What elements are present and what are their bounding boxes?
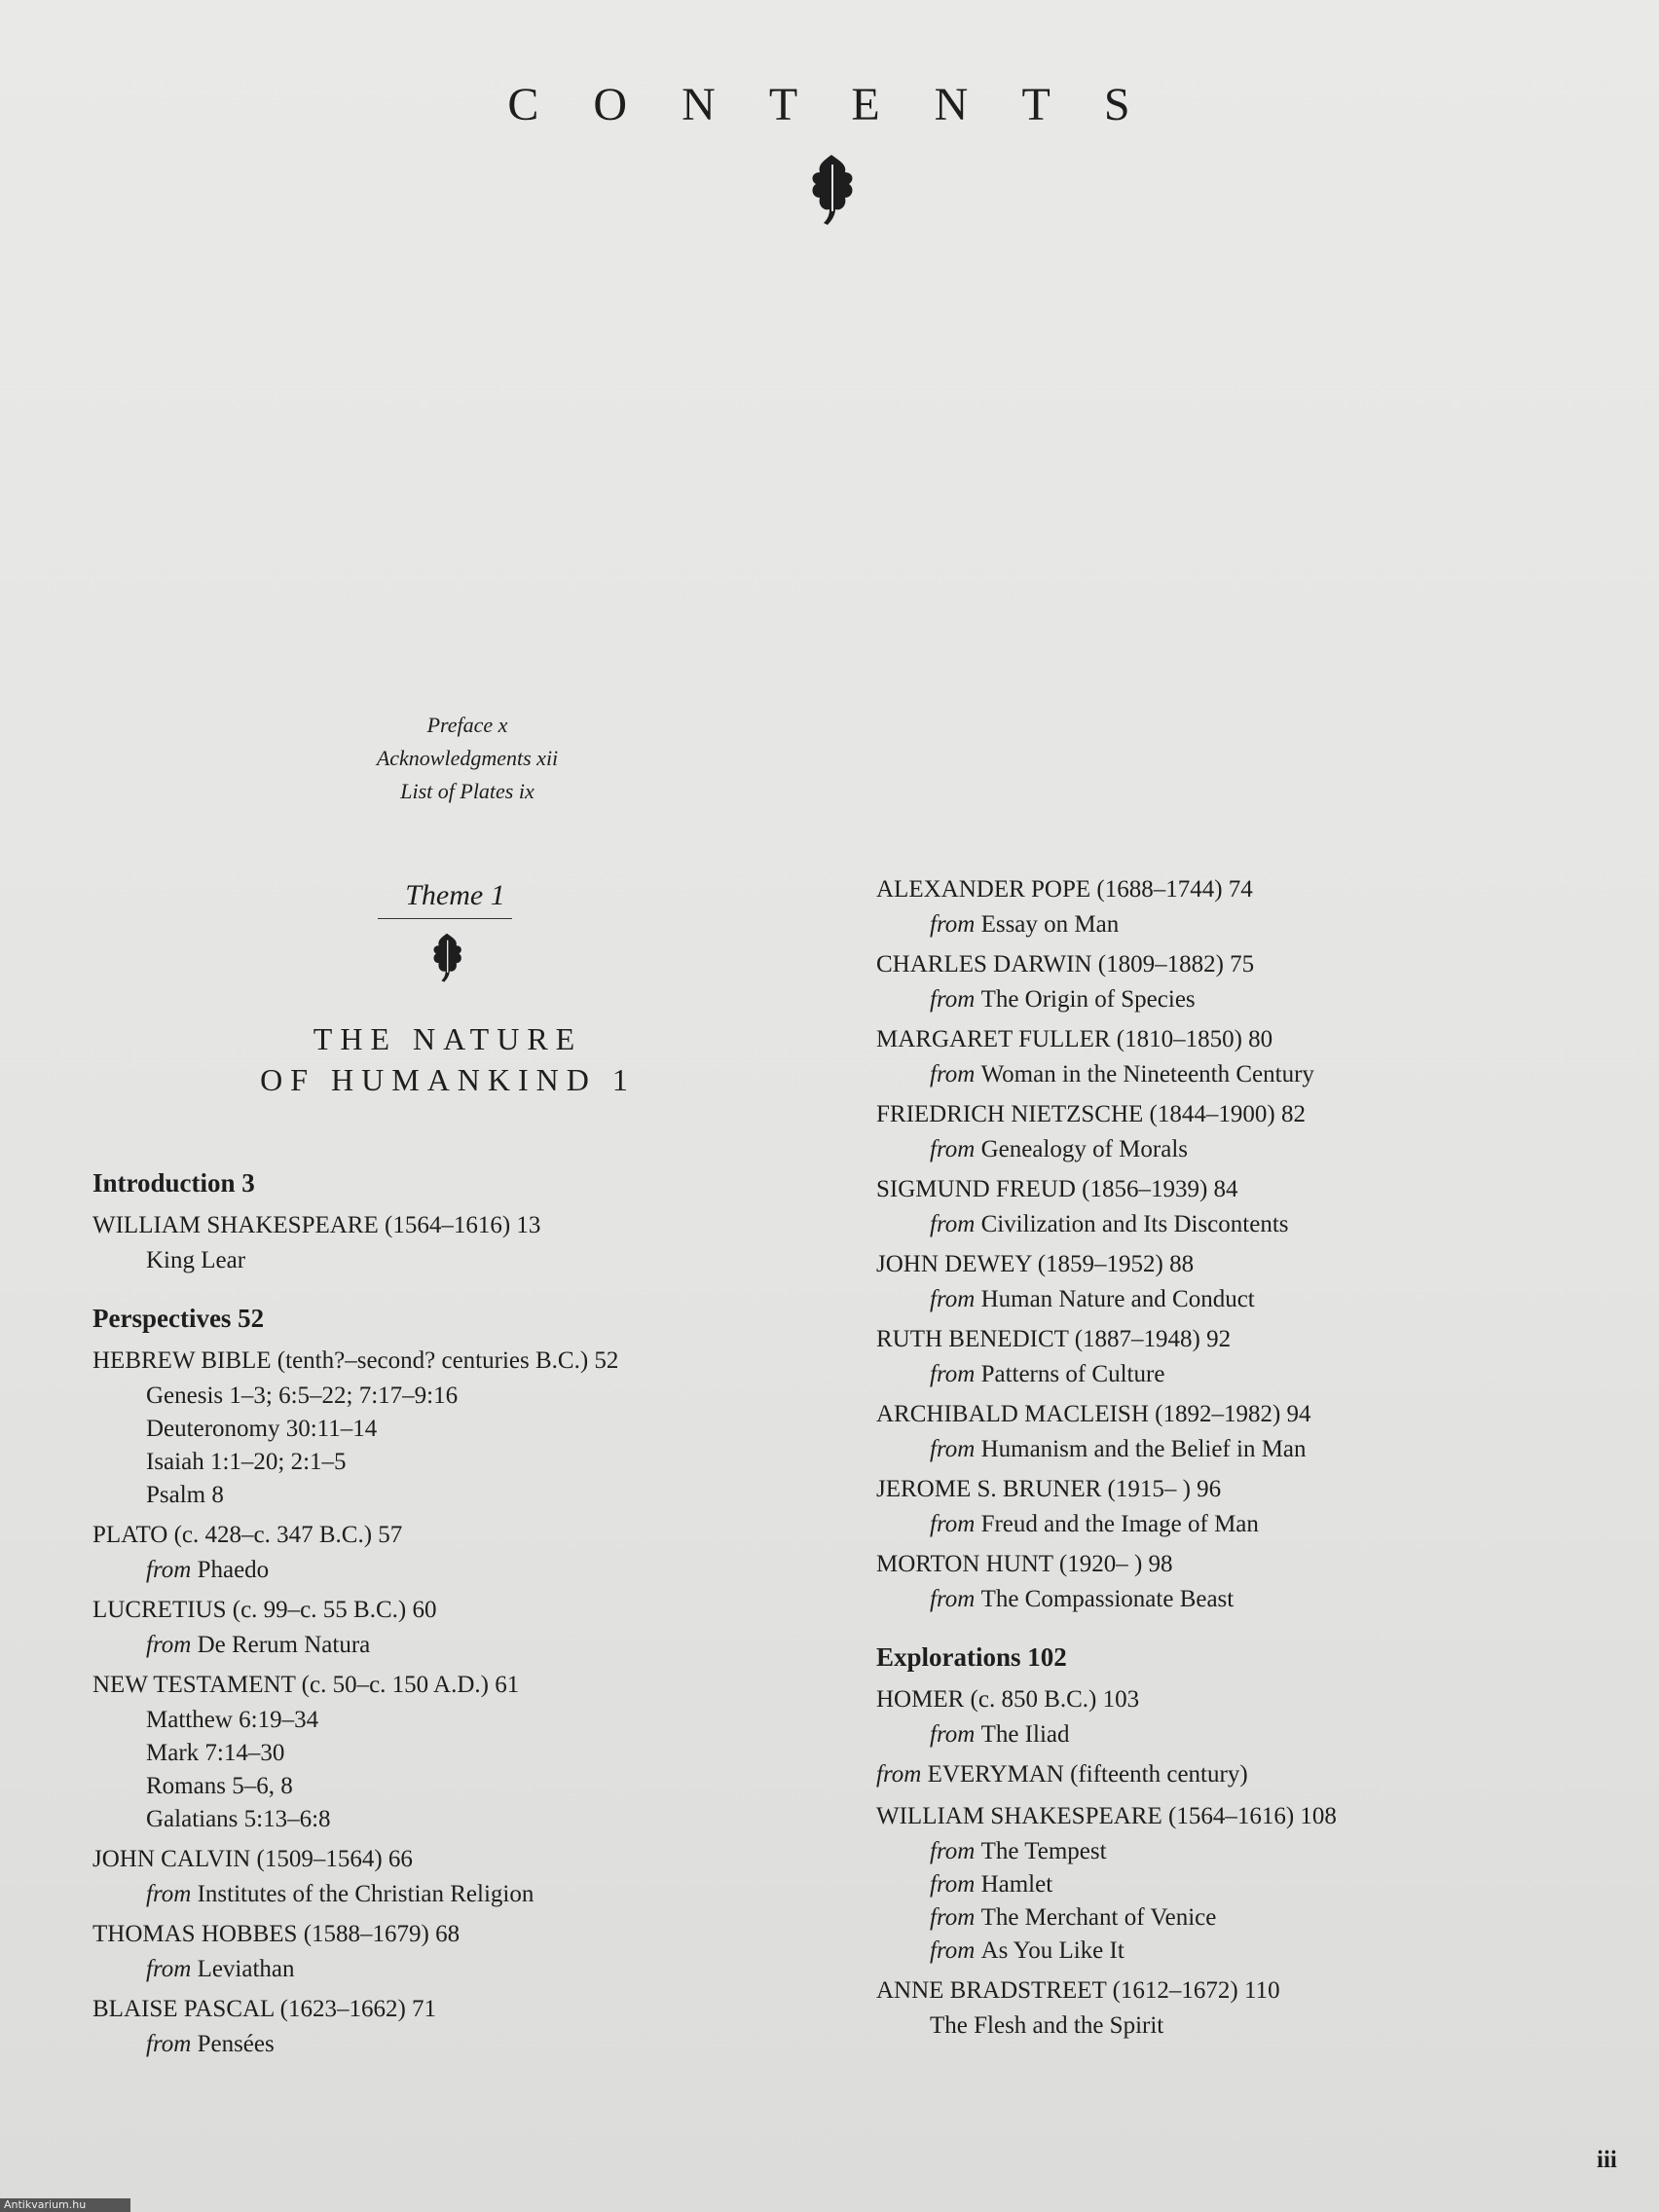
- preface-link[interactable]: Preface x: [426, 713, 508, 737]
- work-entry[interactable]: Romans 5–6, 8: [146, 1773, 293, 1799]
- author-entry[interactable]: LUCRETIUS (c. 99–c. 55 B.C.) 60: [92, 1597, 437, 1623]
- from-label: from: [146, 1956, 198, 1982]
- work-entry[interactable]: [92, 1554, 774, 1587]
- author-entry[interactable]: THOMAS HOBBES (1588–1679) 68: [92, 1921, 461, 1947]
- work-entry[interactable]: Genesis 1–3; 6:5–22; 7:17–9:16: [146, 1382, 459, 1409]
- author-entry[interactable]: FRIEDRICH NIETZSCHE (1844–1900) 82: [876, 1101, 1306, 1127]
- author-entry[interactable]: JEROME S. BRUNER (1915– ) 96: [876, 1476, 1222, 1502]
- work-entry[interactable]: Galatians 5:13–6:8: [146, 1806, 331, 1832]
- author-entry[interactable]: CHARLES DARWIN (1809–1882) 75: [876, 951, 1255, 977]
- work-entry[interactable]: [876, 1835, 1616, 1868]
- section-heading[interactable]: Explorations 102: [876, 1642, 1067, 1672]
- from-label: from: [146, 1557, 198, 1583]
- work-title: The Merchant of Venice: [980, 1904, 1217, 1931]
- author-entry[interactable]: [876, 1755, 1616, 1793]
- author-entry[interactable]: NEW TESTAMENT (c. 50–c. 150 A.D.) 61: [92, 1672, 520, 1698]
- author-entry[interactable]: PLATO (c. 428–c. 347 B.C.) 57: [92, 1522, 403, 1548]
- work-entry[interactable]: [876, 983, 1616, 1016]
- work-entry[interactable]: [876, 1583, 1616, 1616]
- from-label: from: [930, 1136, 981, 1162]
- from-label: from: [930, 1838, 981, 1864]
- contents-left-column: [92, 1163, 774, 2061]
- from-label: from: [930, 1904, 981, 1931]
- author-entry[interactable]: SIGMUND FREUD (1856–1939) 84: [876, 1176, 1238, 1202]
- work-title: De Rerum Natura: [197, 1632, 371, 1658]
- work-title: Institutes of the Christian Religion: [197, 1881, 535, 1907]
- work-entry[interactable]: [876, 1508, 1616, 1541]
- work-entry[interactable]: [92, 1878, 774, 1911]
- work-entry[interactable]: [876, 1718, 1616, 1751]
- theme-underline: [378, 918, 512, 919]
- work-title: Phaedo: [197, 1557, 270, 1583]
- work-entry[interactable]: [876, 1358, 1616, 1391]
- work-entry[interactable]: [876, 1133, 1616, 1166]
- work-entry[interactable]: [876, 1901, 1616, 1935]
- work-entry[interactable]: [876, 1868, 1616, 1901]
- work-entry[interactable]: [876, 1058, 1616, 1091]
- work-title: The Tempest: [980, 1838, 1107, 1864]
- from-label: from: [930, 1511, 981, 1537]
- from-label: from: [930, 1721, 981, 1748]
- work-title: The Iliad: [980, 1721, 1070, 1748]
- oak-leaf-small-icon: [429, 930, 464, 984]
- theme-title: [180, 1018, 716, 1100]
- from-label: from: [930, 1937, 981, 1964]
- page-title: C O N T E N T S: [507, 79, 1152, 130]
- work-title: Patterns of Culture: [980, 1361, 1165, 1387]
- work-title: Leviathan: [197, 1956, 295, 1982]
- section-heading[interactable]: Introduction 3: [92, 1168, 255, 1198]
- author-entry[interactable]: HEBREW BIBLE (tenth?–second? centuries B.C.) 52: [92, 1347, 619, 1374]
- from-label: from: [876, 1761, 928, 1788]
- work-entry[interactable]: Psalm 8: [146, 1482, 224, 1508]
- author-entry[interactable]: WILLIAM SHAKESPEARE (1564–1616) 13: [92, 1212, 541, 1238]
- author-entry[interactable]: JOHN CALVIN (1509–1564) 66: [92, 1846, 413, 1872]
- author-entry[interactable]: MARGARET FULLER (1810–1850) 80: [876, 1026, 1273, 1052]
- work-title: The Compassionate Beast: [980, 1586, 1235, 1612]
- author-entry[interactable]: ALEXANDER POPE (1688–1744) 74: [876, 876, 1253, 903]
- author-entry[interactable]: ANNE BRADSTREET (1612–1672) 110: [876, 1977, 1280, 2004]
- author-entry[interactable]: ARCHIBALD MACLEISH (1892–1982) 94: [876, 1401, 1311, 1427]
- bleed-through-texture: [881, 88, 1621, 789]
- work-title: Civilization and Its Discontents: [980, 1211, 1289, 1237]
- from-label: from: [930, 1061, 981, 1088]
- author-entry[interactable]: RUTH BENEDICT (1887–1948) 92: [876, 1326, 1232, 1352]
- from-label: from: [930, 1286, 981, 1312]
- work-entry[interactable]: [876, 908, 1616, 941]
- from-label: from: [146, 1632, 198, 1658]
- section-heading[interactable]: Perspectives 52: [92, 1304, 265, 1333]
- work-entry[interactable]: [876, 1283, 1616, 1316]
- author-entry[interactable]: HOMER (c. 850 B.C.) 103: [876, 1686, 1140, 1713]
- author-entry[interactable]: BLAISE PASCAL (1623–1662) 71: [92, 1996, 437, 2022]
- author-entry[interactable]: MORTON HUNT (1920– ) 98: [876, 1551, 1173, 1577]
- from-label: from: [930, 1586, 981, 1612]
- contents-right-column: [876, 866, 1616, 2043]
- work-entry[interactable]: The Flesh and the Spirit: [930, 2012, 1164, 2039]
- work-title: Woman in the Nineteenth Century: [980, 1061, 1314, 1088]
- work-entry[interactable]: Deuteronomy 30:11–14: [146, 1416, 378, 1442]
- work-entry[interactable]: Matthew 6:19–34: [146, 1707, 319, 1733]
- work-title: As You Like It: [980, 1937, 1124, 1964]
- work-entry[interactable]: [92, 2028, 774, 2061]
- work-title: The Origin of Species: [980, 986, 1196, 1013]
- from-label: from: [146, 2031, 198, 2057]
- from-label: from: [930, 1361, 981, 1387]
- theme-title-line1: THE NATURE: [313, 1021, 583, 1056]
- from-label: from: [930, 911, 981, 938]
- author-entry[interactable]: WILLIAM SHAKESPEARE (1564–1616) 108: [876, 1803, 1337, 1829]
- work-title: Freud and the Image of Man: [980, 1511, 1259, 1537]
- from-label: from: [930, 1211, 981, 1237]
- work-title: Genealogy of Morals: [980, 1136, 1189, 1162]
- from-label: from: [930, 986, 981, 1013]
- work-entry[interactable]: Isaiah 1:1–20; 2:1–5: [146, 1449, 347, 1475]
- oak-leaf-ornament-icon: [806, 151, 857, 227]
- work-entry[interactable]: [876, 1935, 1616, 1968]
- work-title: Pensées: [197, 2031, 275, 2057]
- list-of-plates-link[interactable]: List of Plates ix: [400, 779, 535, 803]
- work-entry[interactable]: Mark 7:14–30: [146, 1740, 285, 1766]
- front-matter-list: [321, 709, 613, 808]
- page-number: iii: [1597, 2147, 1617, 2173]
- work-title: EVERYMAN (fifteenth century): [927, 1761, 1248, 1788]
- work-entry[interactable]: King Lear: [146, 1247, 246, 1273]
- from-label: from: [930, 1436, 981, 1462]
- work-entry[interactable]: [92, 1953, 774, 1986]
- work-title: Humanism and the Belief in Man: [980, 1436, 1307, 1462]
- from-label: from: [146, 1881, 198, 1907]
- watermark: Antikvarium.hu: [0, 2198, 130, 2212]
- work-title: Human Nature and Conduct: [980, 1286, 1255, 1312]
- work-entry[interactable]: [92, 1629, 774, 1662]
- author-entry[interactable]: JOHN DEWEY (1859–1952) 88: [876, 1251, 1195, 1277]
- theme-label: Theme 1: [405, 879, 505, 911]
- work-title: Essay on Man: [980, 911, 1120, 938]
- work-entry[interactable]: [876, 1208, 1616, 1241]
- work-title: Hamlet: [980, 1871, 1053, 1898]
- acknowledgments-link[interactable]: Acknowledgments xii: [376, 746, 559, 770]
- from-label: from: [930, 1871, 981, 1898]
- work-entry[interactable]: [876, 1433, 1616, 1466]
- theme-title-line2: OF HUMANKIND 1: [260, 1062, 636, 1097]
